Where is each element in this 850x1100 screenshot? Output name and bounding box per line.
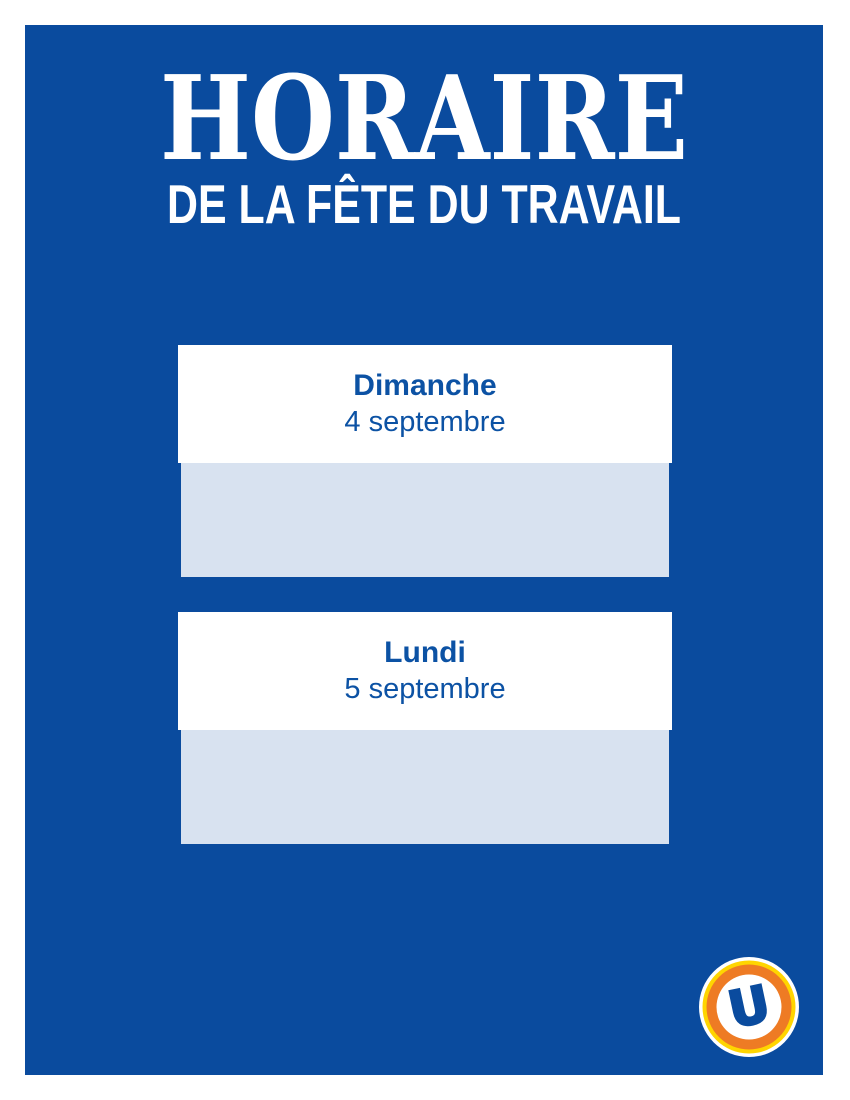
card-header	[178, 345, 672, 463]
uniprix-u-logo	[699, 957, 799, 1057]
card-hours-area	[181, 730, 669, 844]
card-day: Lundi	[384, 636, 466, 669]
card-hours-area	[181, 463, 669, 577]
logo-u-letter: U	[723, 974, 776, 1040]
poster-title: HORAIRE	[159, 51, 688, 187]
card-header	[178, 612, 672, 730]
card-date: 4 septembre	[344, 406, 506, 438]
card-date: 5 septembre	[344, 673, 506, 705]
poster-subtitle: DE LA FÊTE DU TRAVAIL	[167, 173, 681, 235]
poster-background	[25, 25, 823, 1075]
card-day: Dimanche	[353, 369, 497, 402]
schedule-card-sunday	[178, 345, 672, 577]
schedule-card-monday	[178, 612, 672, 844]
